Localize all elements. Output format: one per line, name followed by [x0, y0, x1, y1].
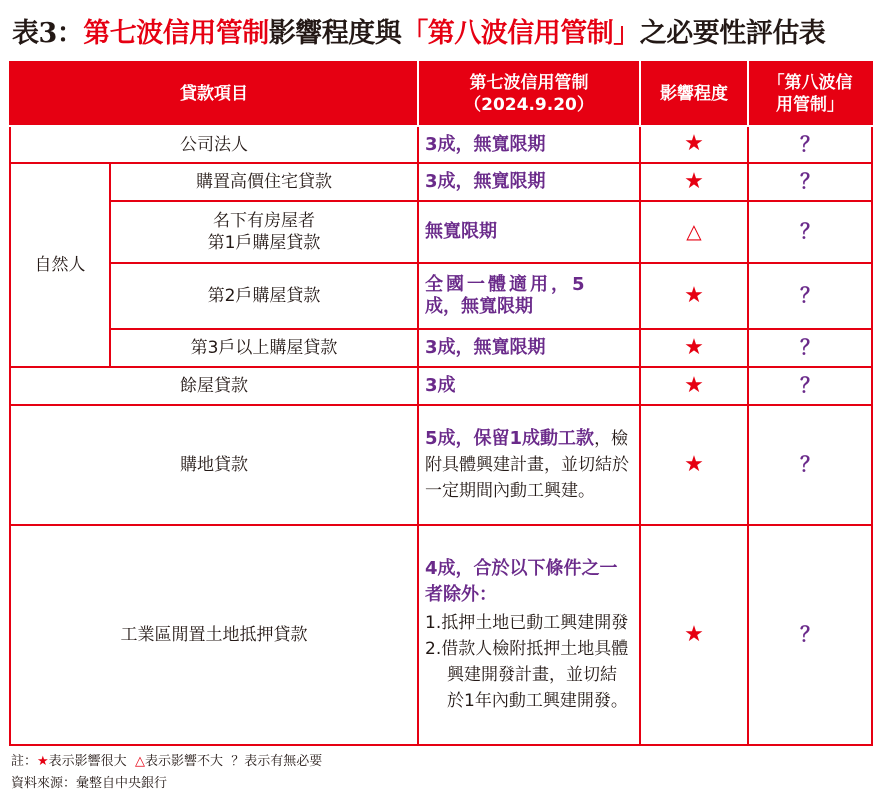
- item-third-home: 第3戶以上購屋貸款: [110, 329, 418, 367]
- item-luxury-home: 購置高價住宅貸款: [110, 163, 418, 201]
- star-icon: ★: [684, 334, 704, 360]
- rule-land-note: ，檢附具體興建計畫，並切結於一定期間內動工興建。: [425, 429, 629, 501]
- item-first-home-line1: 名下有房屋者: [213, 211, 315, 231]
- title-part2: 影響程度與: [268, 17, 402, 49]
- rule-corp: 3成，無寬限期: [418, 126, 640, 163]
- title-part3: 「第八波信用管制」: [401, 17, 640, 49]
- question-icon: ？: [800, 283, 820, 307]
- star-icon: ★: [684, 621, 704, 647]
- item-land-loan: 購地貸款: [10, 405, 418, 525]
- header-seventh-wave: [418, 62, 640, 126]
- star-icon: ★: [37, 754, 49, 769]
- table-row: [10, 263, 872, 329]
- rule-remaining-house: 3成: [418, 367, 640, 405]
- assessment-table: [9, 61, 873, 746]
- rule-second-line1: 全國一體適用，5: [425, 274, 588, 295]
- table-row: [10, 201, 872, 263]
- item-natural-person: 自然人: [10, 163, 110, 367]
- title-part4: 之必要性評估表: [639, 17, 826, 49]
- star-icon: ★: [684, 168, 704, 194]
- question-icon: ？: [800, 335, 820, 359]
- star-icon: ★: [684, 451, 704, 477]
- item-first-home: [110, 201, 418, 263]
- rule-luxury-home: 3成，無寬限期: [418, 163, 640, 201]
- footnote-star-text: 表示影響很大: [48, 754, 127, 769]
- triangle-icon: △: [134, 754, 145, 769]
- page-title: [12, 6, 825, 54]
- question-icon: ？: [231, 754, 245, 769]
- title-part1: 第七波信用管制: [83, 17, 269, 49]
- rule-second-line2: 成，無寬限期: [425, 296, 533, 317]
- rule-industrial-bold: 4成，合於以下條件之一者除外：: [425, 558, 618, 605]
- header-eighth-wave: [748, 62, 872, 126]
- star-icon: ★: [684, 282, 704, 308]
- table-row: [10, 367, 872, 405]
- table-row: [10, 126, 872, 163]
- item-second-home: 第2戶購屋貸款: [110, 263, 418, 329]
- table-row: [10, 329, 872, 367]
- rule-third-home: 3成，無寬限期: [418, 329, 640, 367]
- item-first-home-line2: 第1戶購屋貸款: [207, 233, 321, 253]
- rule-second-home: [418, 263, 640, 329]
- header-seventh-line2: （2024.9.20）: [464, 95, 594, 115]
- header-seventh-line1: 第七波信用管制: [469, 73, 589, 93]
- footnote: [11, 750, 322, 769]
- header-eighth-line1: 「第八波信: [767, 73, 853, 93]
- item-industrial-land: 工業區閒置土地抵押貸款: [10, 525, 418, 745]
- item-remaining-house: 餘屋貸款: [10, 367, 418, 405]
- question-icon: ？: [800, 169, 820, 193]
- item-corp: 公司法人: [10, 126, 418, 163]
- source-note: 資料來源：彙整自中央銀行: [11, 776, 168, 791]
- table-header-row: [10, 62, 872, 126]
- star-icon: ★: [684, 372, 704, 398]
- rule-land-bold: 5成，保留1成動工款: [425, 428, 595, 449]
- question-icon: ？: [800, 622, 820, 646]
- table-row: [10, 163, 872, 201]
- condition-list: [425, 610, 633, 714]
- condition-item-1: 1.抵押土地已動工興建開發: [425, 613, 629, 633]
- star-icon: ★: [684, 131, 704, 156]
- question-icon: ？: [800, 373, 820, 397]
- title-prefix: 表3：: [12, 17, 84, 49]
- question-icon: ？: [800, 219, 820, 243]
- rule-industrial-land: [418, 525, 640, 745]
- table-row: [10, 525, 872, 745]
- footnote-prefix: 註：: [11, 754, 38, 769]
- question-icon: ？: [800, 131, 820, 156]
- header-impact: 影響程度: [640, 62, 748, 126]
- footnote-triangle-text: 表示影響不大: [144, 754, 223, 769]
- table-row: [10, 405, 872, 525]
- footnote-question-text: 表示有無必要: [244, 754, 323, 769]
- rule-land-loan: [418, 405, 640, 525]
- header-eighth-line2: 用管制」: [776, 95, 844, 115]
- rule-first-home: 無寬限期: [418, 201, 640, 263]
- condition-item-2: 2.借款人檢附抵押土地具體興建開發計畫，並切結於1年內動工興建開發。: [425, 639, 629, 711]
- question-icon: ？: [800, 452, 820, 476]
- header-loan-item: 貸款項目: [10, 62, 418, 126]
- triangle-icon: △: [686, 219, 702, 243]
